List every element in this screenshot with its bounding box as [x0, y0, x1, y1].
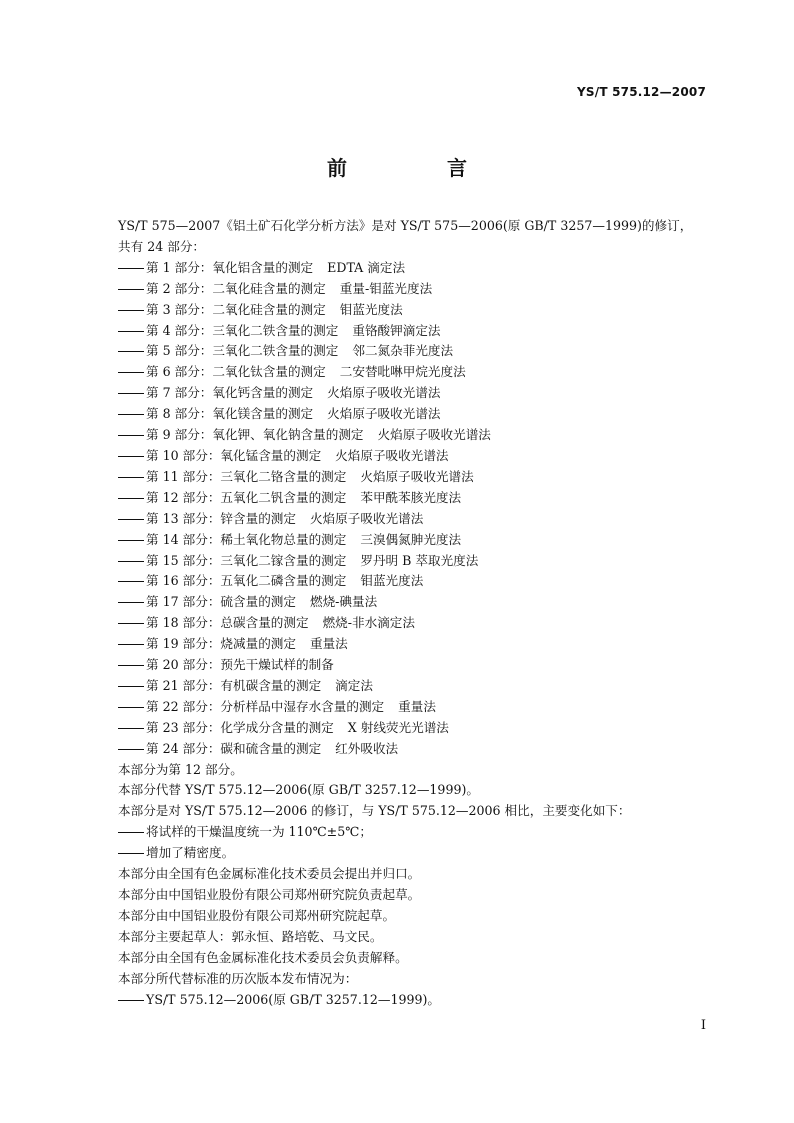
part-label: 第 2 部分：二氧化硅含量的测定: [146, 280, 326, 296]
part-method: 邻二氮杂菲光度法: [352, 343, 454, 359]
dash-mark: [118, 331, 144, 332]
part-method: 苯甲酰苯胲光度法: [360, 489, 462, 505]
dash-mark: [118, 686, 144, 687]
intro-line-2: 共有 24 部分：: [118, 238, 206, 254]
part-label: 第 10 部分：氧化锰含量的测定: [146, 447, 322, 463]
list-item: [118, 383, 708, 404]
dash-mark: [118, 728, 144, 729]
this-part-statement: 本部分为第 12 部分。: [118, 761, 243, 777]
interpretation-statement: 本部分由全国有色金属标准化技术委员会负责解释。: [118, 949, 408, 965]
list-item: [118, 592, 708, 613]
part-label: 第 3 部分：二氧化硅含量的测定: [146, 301, 326, 317]
list-item: [118, 300, 708, 321]
list-item: [118, 258, 708, 279]
part-method: 火焰原子吸收光谱法: [309, 510, 424, 526]
proposed-statement: 本部分由全国有色金属标准化技术委员会提出并归口。: [118, 866, 421, 882]
dash-mark: [118, 665, 144, 666]
list-item: [118, 739, 708, 760]
part-method: 钼蓝光度法: [339, 301, 403, 317]
part-label: 第 23 部分：化学成分含量的测定: [146, 719, 334, 735]
document-body: [118, 216, 708, 1010]
part-method: 滴定法: [335, 677, 373, 693]
list-item: [118, 571, 708, 592]
part-method: 火焰原子吸收光谱法: [335, 447, 449, 463]
part-label: 第 12 部分：五氧化二钒含量的测定: [146, 489, 347, 505]
history-intro: 本部分所代替标准的历次版本发布情况为：: [118, 970, 358, 986]
part-method: 重量-钼蓝光度法: [339, 280, 433, 296]
list-item: [118, 718, 708, 739]
part-label: 第 8 部分：氧化镁含量的测定: [146, 406, 314, 422]
dash-mark: [118, 372, 144, 373]
part-label: 第 6 部分：二氧化钛含量的测定: [146, 364, 326, 380]
standard-code: YS/T 575.12—2007: [577, 85, 706, 99]
part-method: 钼蓝光度法: [360, 573, 424, 589]
part-label: 第 15 部分：三氧化二镓含量的测定: [146, 552, 347, 568]
revision-statement: 本部分是对 YS/T 575.12—2006 的修订，与 YS/T 575.12—2006 相比，主要变化如下：: [118, 803, 631, 819]
part-method: 重量法: [309, 636, 348, 652]
list-item: [118, 341, 708, 362]
dash-mark: [118, 623, 144, 624]
replaces-statement: 本部分代替 YS/T 575.12—2006(原 GB/T 3257.12—1999)。: [118, 782, 479, 798]
dash-mark: [118, 498, 144, 499]
list-item: [118, 676, 708, 697]
list-item: [118, 425, 708, 446]
part-method: EDTA 滴定法: [327, 259, 406, 275]
part-method: 罗丹明 B 萃取光度法: [360, 552, 479, 568]
part-method: 火焰原子吸收光谱法: [377, 427, 491, 443]
part-label: 第 18 部分：总碳含量的测定: [146, 615, 309, 631]
list-item: [118, 279, 708, 300]
part-label: 第 9 部分：氧化钾、氧化钠含量的测定: [146, 427, 364, 443]
dash-mark: [118, 310, 144, 311]
intro-text-1: YS/T 575—2007《铝土矿石化学分析方法》是对 YS/T 575—2006(原 GB/T 3257—1999)的修订，: [118, 218, 693, 233]
dash-mark: [118, 749, 144, 750]
part-label: 第 4 部分：三氧化二铁含量的测定: [146, 322, 339, 338]
list-item: [118, 551, 708, 572]
history-item-1-text: YS/T 575.12—2006(原 GB/T 3257.12—1999)。: [146, 991, 440, 1007]
list-item: [118, 467, 708, 488]
list-item: [118, 509, 708, 530]
list-item: [118, 530, 708, 551]
dash-mark: [118, 581, 144, 582]
change-item-2-text: 增加了精密度。: [146, 845, 235, 861]
part-label: 第 20 部分：预先干燥试样的制备: [146, 657, 334, 673]
part-method: 重量法: [398, 698, 436, 714]
part-label: 第 17 部分：硫含量的测定: [146, 594, 296, 610]
dash-mark: [118, 268, 144, 269]
list-item: [118, 488, 708, 509]
part-list: [118, 258, 708, 760]
dash-mark: [118, 393, 144, 394]
part-method: 重铬酸钾滴定法: [352, 322, 441, 338]
part-label: 第 22 部分：分析样品中湿存水含量的测定: [146, 698, 385, 714]
part-label: 第 16 部分：五氧化二磷含量的测定: [146, 573, 347, 589]
dash-mark: [118, 289, 144, 290]
drafters-statement: 本部分主要起草人：郭永恒、路培乾、马文民。: [118, 928, 383, 944]
part-label: 第 5 部分：三氧化二铁含量的测定: [146, 343, 339, 359]
page-number: I: [700, 1018, 706, 1033]
list-item: [118, 321, 708, 342]
part-method: 火焰原子吸收光谱法: [327, 385, 441, 401]
dash-mark: [118, 477, 144, 478]
dash-mark: [118, 519, 144, 520]
responsible-statement: 本部分由中国铝业股份有限公司郑州研究院负责起草。: [118, 887, 421, 902]
dash-mark: [118, 1000, 144, 1001]
dash-mark: [118, 540, 144, 541]
part-method: 火焰原子吸收光谱法: [327, 406, 441, 422]
dash-mark: [118, 414, 144, 415]
history-item-1: [118, 990, 708, 1011]
part-method: 红外吸收法: [335, 740, 399, 756]
part-label: 第 13 部分：锌含量的测定: [146, 510, 296, 526]
part-method: 三溴偶氮胂光度法: [360, 531, 462, 547]
part-label: 第 21 部分：有机碳含量的测定: [146, 677, 322, 693]
dash-mark: [118, 456, 144, 457]
list-item: [118, 634, 708, 655]
part-method: 火焰原子吸收光谱法: [360, 468, 474, 484]
change-item-1-text: 将试样的干燥温度统一为 110℃±5℃；: [146, 824, 372, 840]
list-item: [118, 446, 708, 467]
list-item: [118, 362, 708, 383]
part-method: 二安替吡啉甲烷光度法: [339, 364, 466, 380]
dash-mark: [118, 707, 144, 708]
part-label: 第 19 部分：烧减量的测定: [146, 636, 296, 652]
dash-mark: [118, 602, 144, 603]
dash-mark: [118, 644, 144, 645]
list-item: [118, 697, 708, 718]
part-method: X 射线荧光光谱法: [347, 719, 449, 735]
dash-mark: [118, 832, 144, 833]
drafted-statement: 本部分由中国铝业股份有限公司郑州研究院起草。: [118, 907, 396, 923]
part-label: 第 1 部分：氧化铝含量的测定: [146, 259, 314, 275]
intro-line-1: [118, 216, 708, 237]
dash-mark: [118, 351, 144, 352]
change-item-2: [118, 843, 708, 864]
list-item: [118, 404, 708, 425]
part-label: 第 24 部分：碳和硫含量的测定: [146, 740, 322, 756]
part-method: 燃烧-非水滴定法: [322, 615, 415, 631]
part-label: 第 14 部分：稀土氧化物总量的测定: [146, 531, 347, 547]
change-item-1: [118, 822, 708, 843]
page-title: 前 言: [327, 156, 507, 180]
list-item: [118, 613, 708, 634]
dash-mark: [118, 561, 144, 562]
part-label: 第 11 部分：三氧化二铬含量的测定: [146, 468, 347, 484]
part-method: 燃烧-碘量法: [309, 594, 378, 610]
dash-mark: [118, 435, 144, 436]
part-label: 第 7 部分：氧化钙含量的测定: [146, 385, 314, 401]
list-item: [118, 655, 708, 676]
dash-mark: [118, 853, 144, 854]
